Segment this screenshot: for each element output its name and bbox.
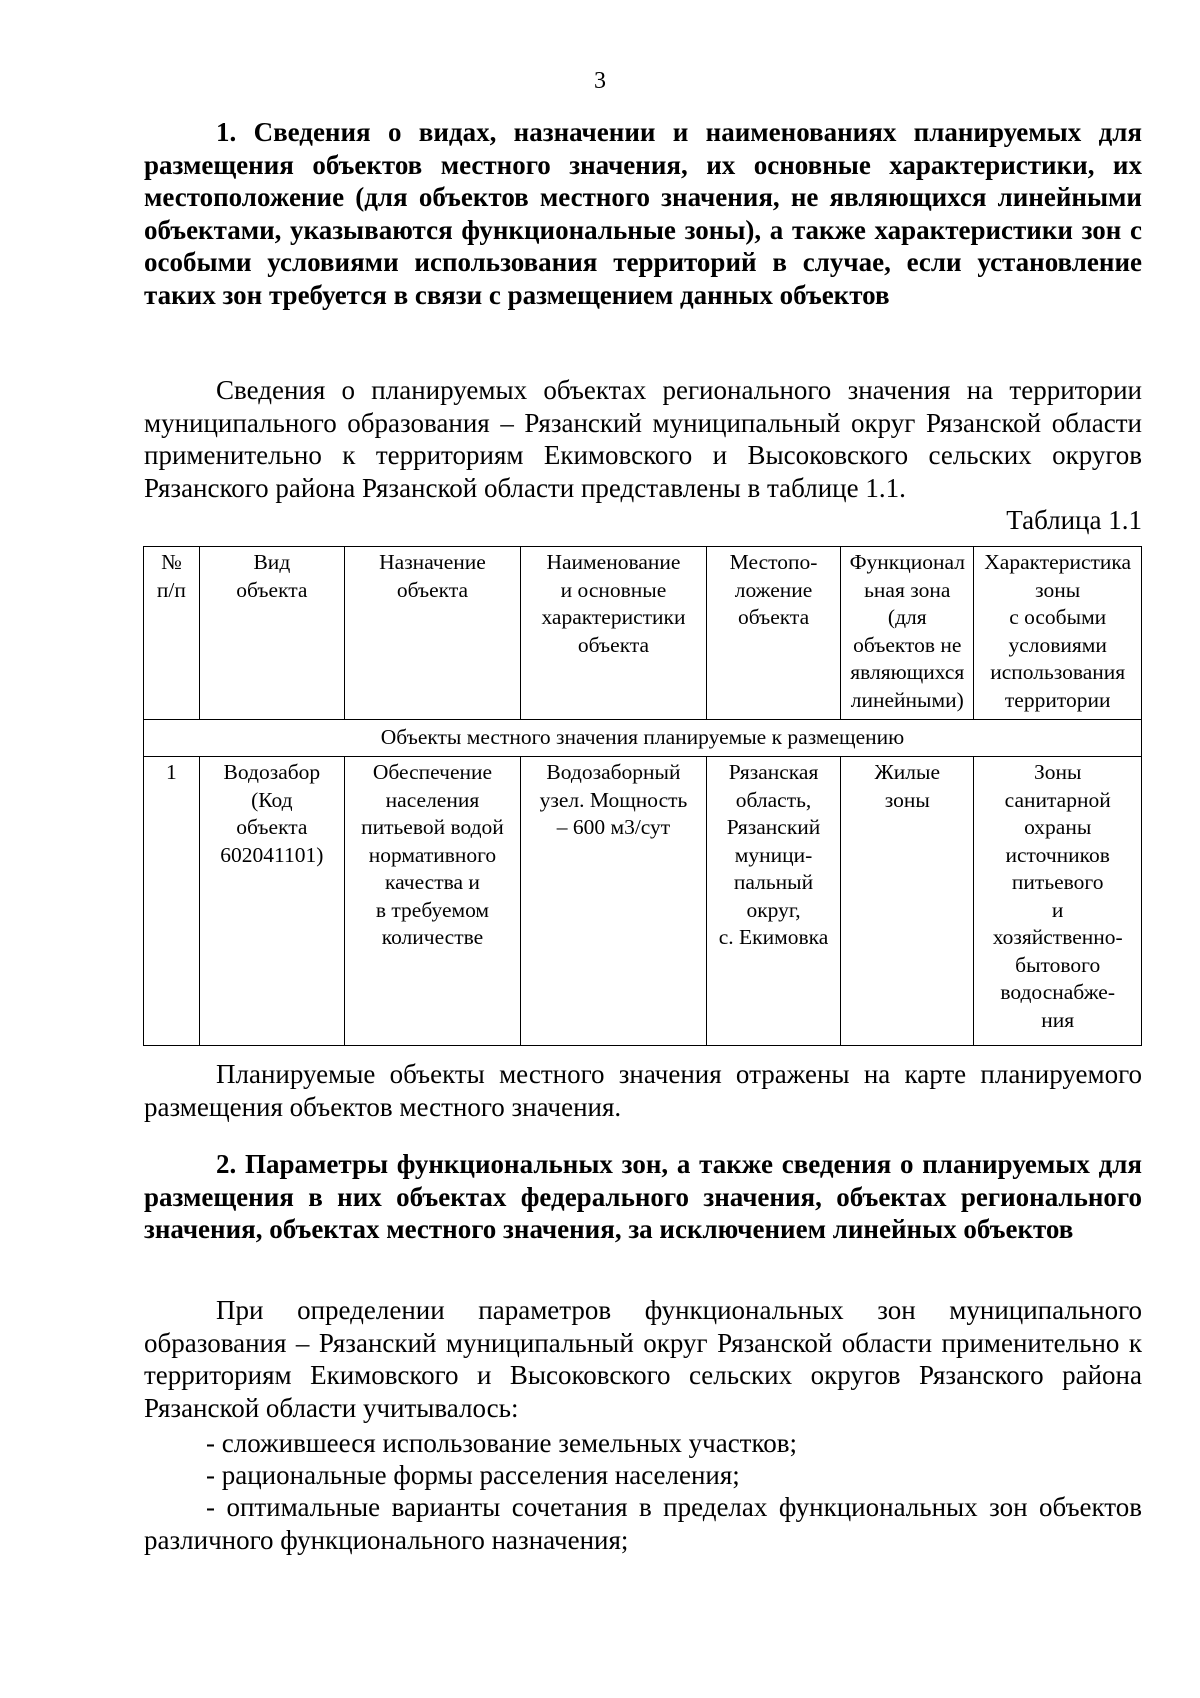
cell-location: Рязанская область, Рязанский муници- пальный округ, с. Екимовка [706, 757, 840, 1046]
table-caption: Таблица 1.1 [1006, 505, 1142, 535]
table-group-row [144, 720, 1142, 757]
cell-functional-zone: Жилые зоны [841, 757, 974, 1046]
after-table-paragraph: Планируемые объекты местного значения отражены на карте планируемого размещения объектов местного значения. [144, 1059, 1142, 1122]
section-1-heading: 1. Сведения о видах, назначении и наименованиях планируемых для размещения объектов местного значения, их основные характеристики, их местоположение (для объектов местного значения, не являющихся линейными объектами, указываются функциональные зоны), а также характеристики зон с особыми условиями использования территорий в случае, если установление таких зон требуется в связи с размещением данных объектов [144, 117, 1142, 310]
table-row [144, 757, 1142, 1046]
list-item: - сложившееся использование земельных участков; [206, 1428, 797, 1458]
list-item: - рациональные формы расселения населения; [206, 1460, 740, 1490]
header-cell-object-type: Вид объекта [199, 547, 344, 720]
header-cell-number: № п/п [144, 547, 200, 720]
header-cell-purpose: Назначение объекта [344, 547, 520, 720]
table-header-row [144, 547, 1142, 720]
cell-name: Водозаборный узел. Мощность – 600 м3/сут [521, 757, 707, 1046]
cell-number: 1 [144, 757, 200, 1046]
section-2-heading: 2. Параметры функциональных зон, а также сведения о планируемых для размещения в них объектах федерального значения, объектах регионального значения, объектах местного значения, за исключением линейных объектов [144, 1149, 1142, 1244]
cell-purpose: Обеспечение населения питьевой водой нормативного качества и в требуемом количестве [344, 757, 520, 1046]
header-cell-zone-characteristics: Характеристика зоны с особыми условиями использования территории [974, 547, 1142, 720]
intro-paragraph: Сведения о планируемых объектах регионального значения на территории муниципального образования – Рязанский муниципальный округ Рязанской области применительно к территориям Екимовского и Высоковского сельских округов Рязанского района Рязанской области представлены в таблице 1.1. [144, 375, 1142, 503]
cell-object-type: Водозабор (Код объекта 602041101) [199, 757, 344, 1046]
section-2-paragraph: При определении параметров функциональных зон муниципального образования – Рязанский муниципальный округ Рязанской области применительно к территориям Екимовского и Высоковского сельских округов Рязанского района Рязанской области учитывалось: [144, 1295, 1142, 1423]
group-row-label: Объекты местного значения планируемые к размещению [144, 720, 1142, 757]
list-item: - оптимальные варианты сочетания в пределах функциональных зон объектов различного функционального назначения; [144, 1492, 1142, 1555]
table-1-1 [143, 546, 1142, 1046]
header-cell-location: Местопо- ложение объекта [706, 547, 840, 720]
cell-zone-characteristics: Зоны санитарной охраны источников питьевого и хозяйственно- бытового водоснабже- ния [974, 757, 1142, 1046]
page-number: 3 [594, 68, 606, 94]
header-cell-functional-zone: Функционал ьная зона (для объектов не являющихся линейными) [841, 547, 974, 720]
header-cell-name: Наименование и основные характеристики объекта [521, 547, 707, 720]
